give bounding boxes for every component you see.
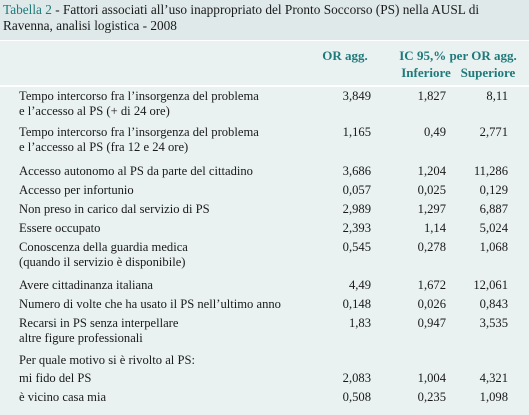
ci-upper-value: 2,771	[479, 125, 508, 139]
row-label-line: Recarsi in PS senza interpellare	[19, 316, 179, 330]
row-label-line: altre figure professionali	[19, 331, 143, 345]
ci-upper-value: 3,535	[479, 316, 508, 330]
row-label-line: Non preso in carico dal servizio di PS	[19, 202, 210, 216]
ci-upper-value: 8,11	[486, 89, 508, 103]
row-label	[19, 221, 324, 236]
row-label-line: mi fido del PS	[19, 371, 92, 385]
row-label-line: e l’accesso al PS (+ di 24 ore)	[19, 104, 170, 118]
row-label-line: Per quale motivo si è rivolto al PS:	[19, 353, 195, 367]
ci-lower-value: 0,278	[417, 240, 446, 254]
table-header	[0, 44, 529, 84]
row-label-line: Accesso autonomo al PS da parte del cittadino	[19, 164, 253, 178]
ci-upper-value: 1,098	[479, 390, 508, 404]
row-label-line: Essere occupato	[19, 221, 101, 235]
ci-lower-value: 1,204	[417, 164, 446, 178]
ci-upper-value: 11,286	[473, 164, 508, 178]
row-label-line: Avere cittadinanza italiana	[19, 278, 154, 292]
ci-lower-value: 1,827	[417, 89, 446, 103]
ci-lower-value: 1,297	[417, 202, 446, 216]
row-label-line: Accesso per infortunio	[19, 183, 134, 197]
or-value: 4,49	[348, 278, 371, 292]
or-value: 2,989	[342, 202, 371, 216]
header-divider	[0, 85, 529, 87]
row-label	[19, 125, 324, 155]
caption-lead: Tabella 2	[3, 2, 52, 17]
or-value: 3,849	[342, 89, 371, 103]
ci-lower-value: 1,672	[417, 278, 446, 292]
row-label	[19, 89, 324, 119]
row-label	[19, 240, 324, 270]
ci-upper-value: 0,129	[479, 183, 508, 197]
ci-lower-value: 0,49	[423, 125, 446, 139]
or-value: 0,148	[342, 297, 371, 311]
table-caption	[3, 2, 527, 34]
or-value: 0,057	[342, 183, 371, 197]
header-inferiore: Inferiore	[401, 65, 451, 80]
ci-upper-value: 1,068	[479, 240, 508, 254]
row-label-line: Numero di volte che ha usato il PS nell’ultimo anno	[19, 297, 281, 311]
row-label	[19, 297, 324, 312]
ci-upper-value: 6,887	[479, 202, 508, 216]
ci-lower-value: 1,004	[417, 371, 446, 385]
or-value: 0,508	[342, 390, 371, 404]
ci-lower-value: 1,14	[423, 221, 446, 235]
or-value: 3,686	[342, 164, 371, 178]
row-label-line: Tempo intercorso fra l’insorgenza del problema	[19, 89, 259, 103]
header-ic: IC 95,% per OR agg.	[399, 48, 517, 63]
row-label	[19, 316, 324, 346]
or-value: 2,083	[342, 371, 371, 385]
ci-lower-value: 0,235	[417, 390, 446, 404]
or-value: 1,83	[348, 316, 371, 330]
or-value: 0,545	[342, 240, 371, 254]
row-label-line: e l’accesso al PS (fra 12 e 24 ore)	[19, 140, 189, 154]
row-label	[19, 202, 324, 217]
ci-upper-value: 0,843	[479, 297, 508, 311]
row-label	[19, 183, 324, 198]
or-value: 2,393	[342, 221, 371, 235]
ci-upper-value: 4,321	[479, 371, 508, 385]
row-label	[19, 390, 324, 405]
or-value: 1,165	[342, 125, 371, 139]
ci-lower-value: 0,947	[417, 316, 446, 330]
ci-upper-value: 12,061	[473, 278, 508, 292]
header-or: OR agg.	[322, 48, 368, 63]
row-label	[19, 371, 324, 386]
row-label-line: (quando il servizio è disponibile)	[19, 255, 186, 269]
row-label	[19, 353, 324, 368]
caption-text: - Fattori associati all’uso inappropriato del Pronto Soccorso (PS) nella AUSL di Ravenna, analisi logistica - 2008	[3, 2, 480, 33]
row-label-line: Tempo intercorso fra l’insorgenza del problema	[19, 125, 259, 139]
ci-lower-value: 0,025	[417, 183, 446, 197]
ci-upper-value: 5,024	[479, 221, 508, 235]
row-label-line: è vicino casa mia	[19, 390, 107, 404]
row-label-line: Conoscenza della guardia medica	[19, 240, 188, 254]
row-label	[19, 164, 324, 179]
ci-lower-value: 0,026	[417, 297, 446, 311]
header-superiore: Superiore	[460, 65, 516, 80]
row-label	[19, 278, 324, 293]
